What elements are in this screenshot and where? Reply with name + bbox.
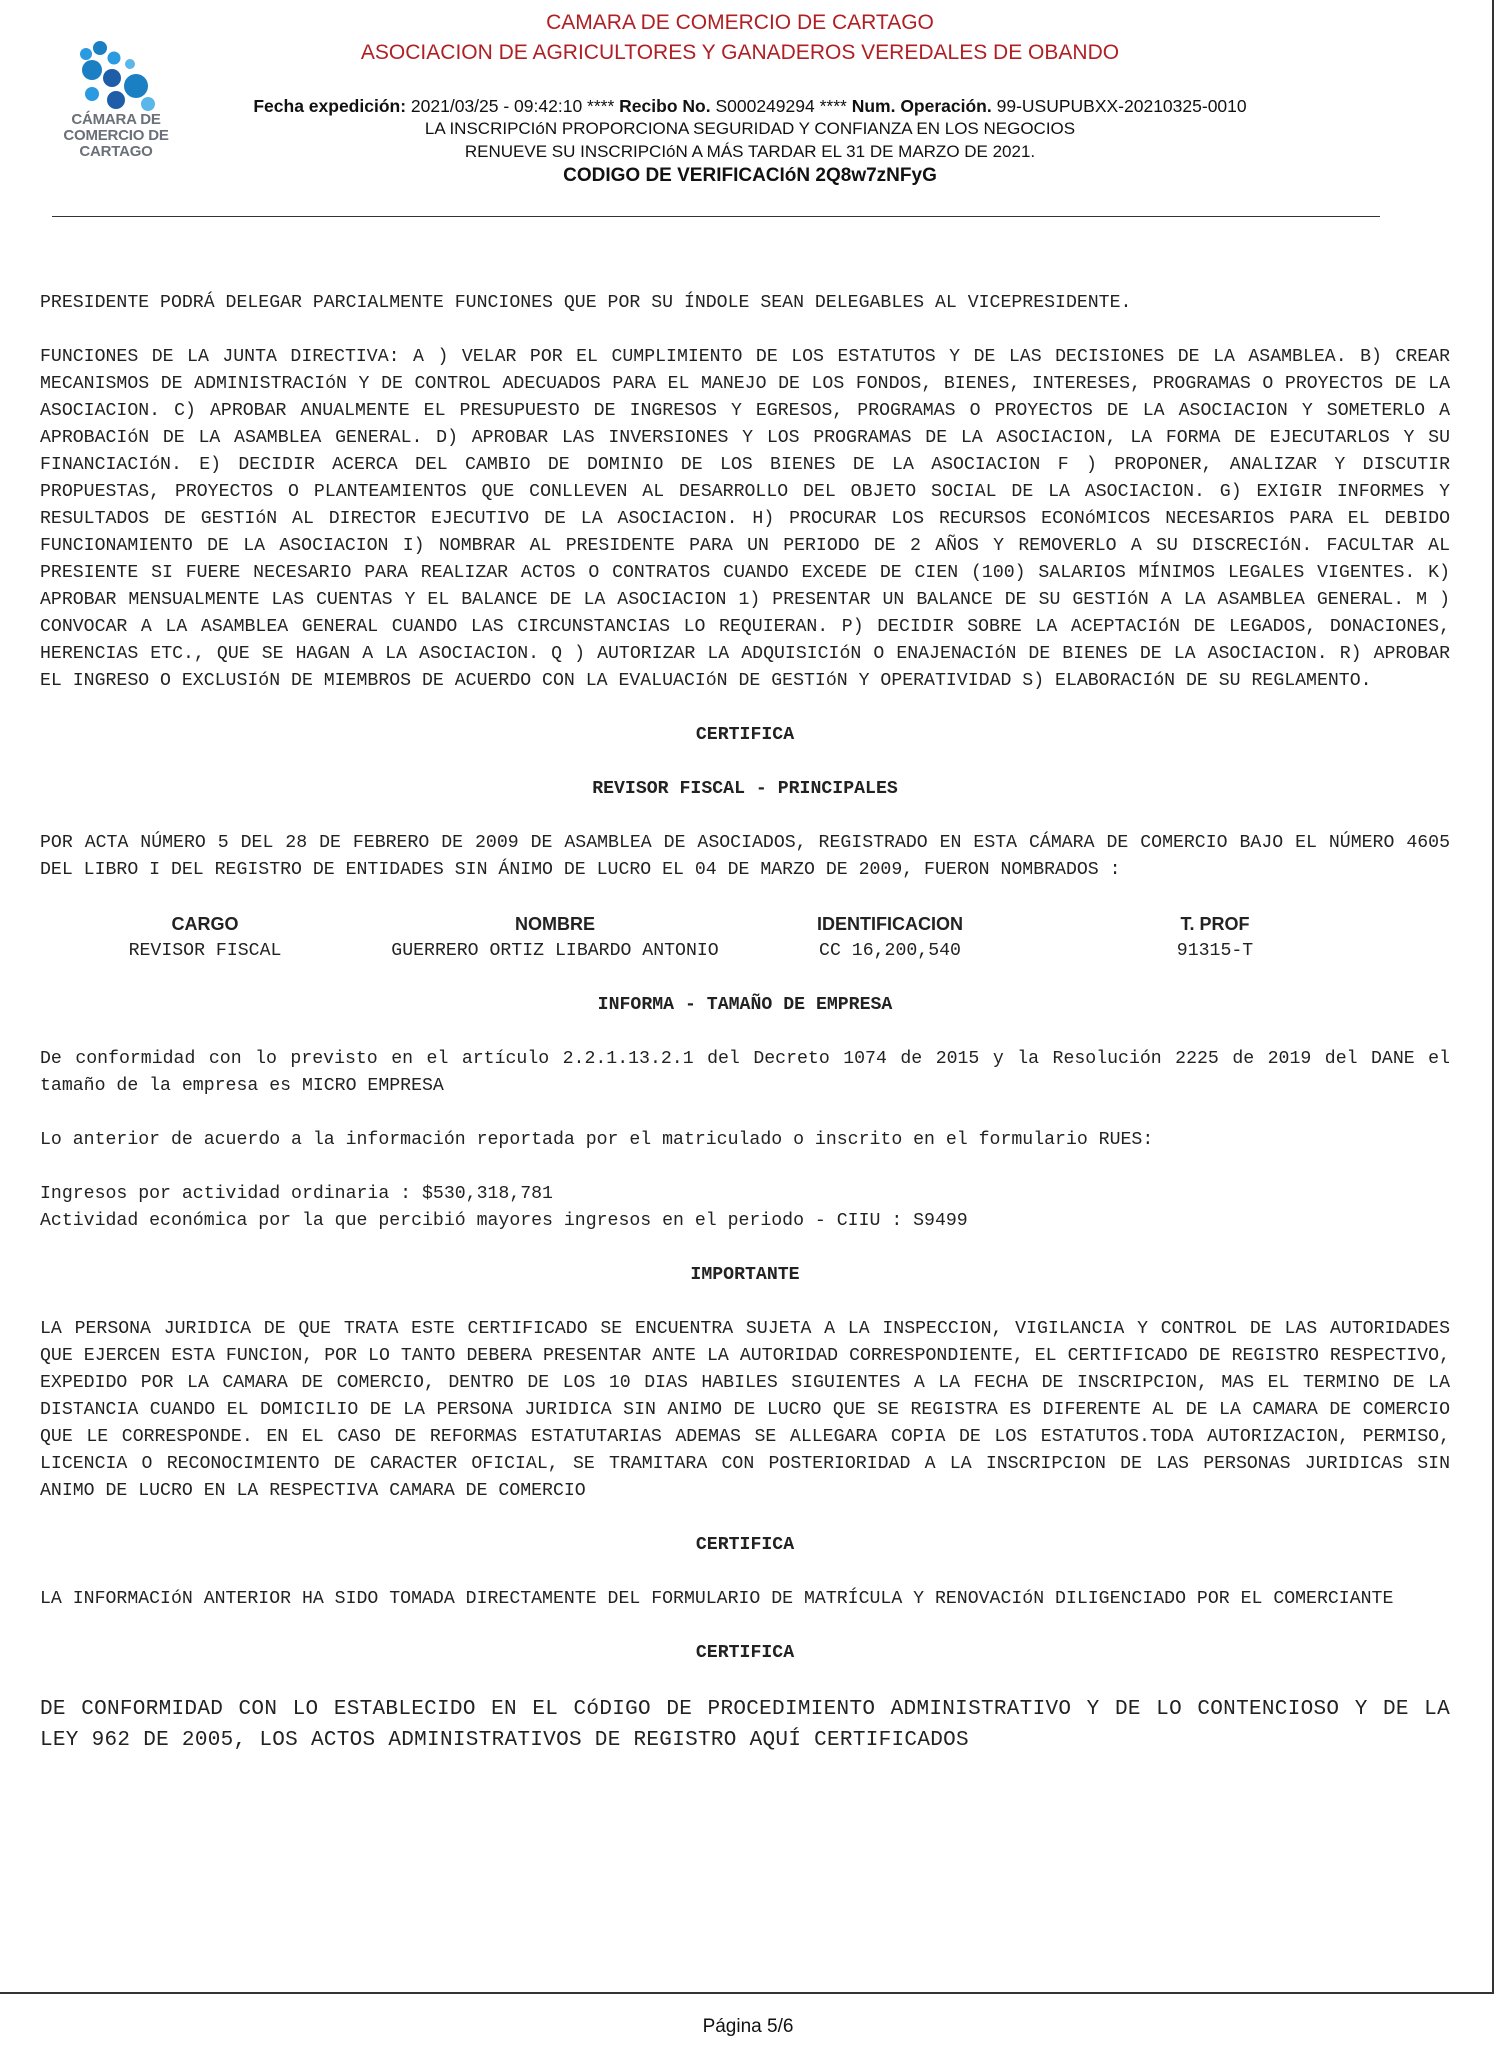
- table-cell-cargo: REVISOR FISCAL: [128, 941, 282, 961]
- paragraph-rues: Lo anterior de acuerdo a la información reportada por el matriculado o inscrito en el formulario RUES:: [40, 1130, 1154, 1150]
- table-header-nombre: NOMBRE: [515, 914, 595, 934]
- operacion-label: Num. Operación.: [851, 96, 992, 116]
- org-title: CAMARA DE COMERCIO DE CARTAGO: [546, 11, 934, 34]
- revisor-fiscal-heading: REVISOR FISCAL - PRINCIPALES: [592, 779, 898, 799]
- header-notice-1: LA INSCRIPCIóN PROPORCIONA SEGURIDAD Y CONFIANZA EN LOS NEGOCIOS: [424, 119, 1076, 138]
- tamano-empresa-heading: INFORMA - TAMAÑO DE EMPRESA: [597, 995, 893, 1015]
- table-cell-tprof: 91315-T: [1176, 941, 1254, 961]
- paragraph-informacion: LA INFORMACIóN ANTERIOR HA SIDO TOMADA DIRECTAMENTE DEL FORMULARIO DE MATRÍCULA Y RENOVACIóN DILIGENCIADO POR EL COMERCIANTE: [40, 1589, 1394, 1609]
- org-subtitle: ASOCIACION DE AGRICULTORES Y GANADEROS VEREDALES DE OBANDO: [360, 41, 1120, 64]
- ingresos-line: Ingresos por actividad ordinaria : $530,318,781: [40, 1184, 553, 1204]
- table-header-identificacion: IDENTIFICACION: [817, 914, 963, 934]
- certifica-heading-3: CERTIFICA: [695, 1643, 795, 1663]
- header-notice-2: RENUEVE SU INSCRIPCIóN A MÁS TARDAR EL 31 DE MARZO DE 2021.: [464, 142, 1036, 161]
- table-header-tprof: T. PROF: [1180, 914, 1250, 934]
- fecha-value: 2021/03/25 - 09:42:10 ****: [410, 96, 615, 116]
- logo-text: CÁMARA DE COMERCIO DE CARTAGO: [63, 111, 169, 160]
- table-header-cargo: CARGO: [171, 914, 239, 934]
- importante-heading: IMPORTANTE: [690, 1265, 800, 1285]
- header-divider: [52, 216, 1380, 217]
- page-number: Página 5/6: [702, 2016, 794, 2037]
- recibo-value: S000249294 ****: [715, 96, 847, 116]
- logo-dots-icon: [52, 38, 180, 118]
- paragraph-acta: POR ACTA NÚMERO 5 DEL 28 DE FEBRERO DE 2009 DE ASAMBLEA DE ASOCIADOS, REGISTRADO EN ESTA CÁMARA DE COMERCIO BAJO EL NÚMERO 4605 DEL LIBRO I DEL REGISTRO DE ENTIDADES SIN ÁNIMO DE LUCRO EL 04 DE MARZO DE 2009, FUERON NOMBRADOS :: [40, 833, 1450, 880]
- recibo-label: Recibo No.: [619, 96, 711, 116]
- certifica-heading: CERTIFICA: [695, 725, 795, 745]
- paragraph-presidente: PRESIDENTE PODRÁ DELEGAR PARCIALMENTE FUNCIONES QUE POR SU ÍNDOLE SEAN DELEGABLES AL VICEPRESIDENTE.: [40, 293, 1132, 313]
- paragraph-importante: LA PERSONA JURIDICA DE QUE TRATA ESTE CERTIFICADO SE ENCUENTRA SUJETA A LA INSPECCION, VIGILANCIA Y CONTROL DE LAS AUTORIDADES QUE EJERCEN ESTA FUNCION, POR LO TANTO DEBERA PRESENTAR ANTE LA AUTORIDAD CORRESPONDIENTE, EL CERTIFICADO DE REGISTRO RESPECTIVO, EXPEDIDO POR LA CAMARA DE COMERCIO, DENTRO DE LOS 10 DIAS HABILES SIGUIENTES A LA FECHA DE INSCRIPCION, MAS EL TERMINO DE LA DISTANCIA CUANDO EL DOMICILIO DE LA PERSONA JURIDICA SIN ANIMO DE LUCRO QUE SE REGISTRA ES DIFERENTE AL DE LA CAMARA DE COMERCIO QUE LE CORRESPONDE. EN EL CASO DE REFORMAS ESTATUTARIAS ADEMAS SE ALLEGARA COPIA DE LOS ESTATUTOS.TODA AUTORIZACION, PERMISO, LICENCIA O RECONOCIMIENTO DE CARACTER OFICIAL, SE TRAMITARA CON POSTERIORIDAD A LA INSCRIPCION DE LAS PERSONAS JURIDICAS SIN ANIMO DE LUCRO EN LA RESPECTIVA CAMARA DE COMERCIO: [40, 1319, 1450, 1501]
- revisor-table: [40, 911, 1450, 965]
- actividad-line: Actividad económica por la que percibió mayores ingresos en el periodo - CIIU : S9499: [40, 1211, 968, 1231]
- paragraph-funciones-junta: FUNCIONES DE LA JUNTA DIRECTIVA: A ) VELAR POR EL CUMPLIMIENTO DE LOS ESTATUTOS Y DE LAS DECISIONES DE LA ASAMBLEA. B) CREAR MECANISMOS DE ADMINISTRACIóN Y DE CONTROL ADECUADOS PARA EL MANEJO DE LOS FONDOS, BIENES, INTERESES, PROGRAMAS O PROYECTOS DE LA ASOCIACION. C) APROBAR ANUALMENTE EL PRESUPUESTO DE INGRESOS Y EGRESOS, PROGRAMAS O PROYECTOS DE LA ASOCIACION Y SOMETERLO A APROBACIóN DE LA ASAMBLEA GENERAL. D) APROBAR LAS INVERSIONES Y LOS PROGRAMAS DE LA ASOCIACION, LA FORMA DE EJECUTARLOS Y SU FINANCIACIóN. E) DECIDIR ACERCA DEL CAMBIO DE DOMINIO DE LOS BIENES DE LA ASOCIACION F ) PROPONER, ANALIZAR Y DISCUTIR PROPUESTAS, PROYECTOS O PLANTEAMIENTOS QUE CONLLEVEN AL DESARROLLO DEL OBJETO SOCIAL DE LA ASOCIACION. G) EXIGIR INFORMES Y RESULTADOS DE GESTIóN AL DIRECTOR EJECUTIVO DE LA ASOCIACION. H) PROCURAR LOS RECURSOS ECONóMICOS NECESARIOS PARA EL DEBIDO FUNCIONAMIENTO DE LA ASOCIACION I) NOMBRAR AL PRESIDENTE PARA UN PERIODO DE 2 AÑOS Y REMOVERLO A SU DISCRECIóN. FACULTAR AL PRESIENTE SI FUERE NECESARIO PARA REALIZAR ACTOS O CONTRATOS CUANDO EXCEDE DE CIEN (100) SALARIOS MÍNIMOS LEGALES VIGENTES. K) APROBAR MENSUALMENTE LAS CUENTAS Y EL BALANCE DE LA ASOCIACION 1) PRESENTAR UN BALANCE DE SU GESTIóN A LA ASAMBLEA GENERAL. M ) CONVOCAR A LA ASAMBLEA GENERAL CUANDO LAS CIRCUNSTANCIAS LO REQUIERAN. P) DECIDIR SOBRE LA ACEPTACIóN DE LEGADOS, DONACIONES, HERENCIAS ETC., QUE SE HAGAN A LA ASOCIACION. Q ) AUTORIZAR LA ADQUISICIóN O ENAJENACIóN DE BIENES DE LA ASOCIACION. R) APROBAR EL INGRESO O EXCLUSIóN DE MIEMBROS DE ACUERDO CON LA EVALUACIóN DE GESTIóN Y OPERATIVIDAD S) ELABORACIóN DE SU REGLAMENTO.: [40, 347, 1450, 691]
- certifica-heading-2: CERTIFICA: [695, 1535, 795, 1555]
- certificate-body: [40, 290, 1450, 1756]
- table-cell-identificacion: CC 16,200,540: [819, 941, 961, 961]
- camara-logo: [52, 38, 180, 168]
- verification-code: CODIGO DE VERIFICACIóN 2Q8w7zNFyG: [563, 165, 937, 186]
- paragraph-conformidad: De conformidad con lo previsto en el artículo 2.2.1.13.2.1 del Decreto 1074 de 2015 y la Resolución 2225 de 2019 del DANE el tamaño de la empresa es MICRO EMPRESA: [40, 1049, 1450, 1096]
- operacion-value: 99-USUPUBXX-20210325-0010: [996, 96, 1247, 116]
- issue-info-line: [180, 95, 1320, 117]
- paragraph-procedimiento: DE CONFORMIDAD CON LO ESTABLECIDO EN EL CóDIGO DE PROCEDIMIENTO ADMINISTRATIVO Y DE LO CONTENCIOSO Y DE LA LEY 962 DE 2005, LOS ACTOS ADMINISTRATIVOS DE REGISTRO AQUÍ CERTIFICADOS: [40, 1698, 1450, 1752]
- fecha-label: Fecha expedición:: [253, 96, 407, 116]
- table-cell-nombre: GUERRERO ORTIZ LIBARDO ANTONIO: [391, 941, 719, 961]
